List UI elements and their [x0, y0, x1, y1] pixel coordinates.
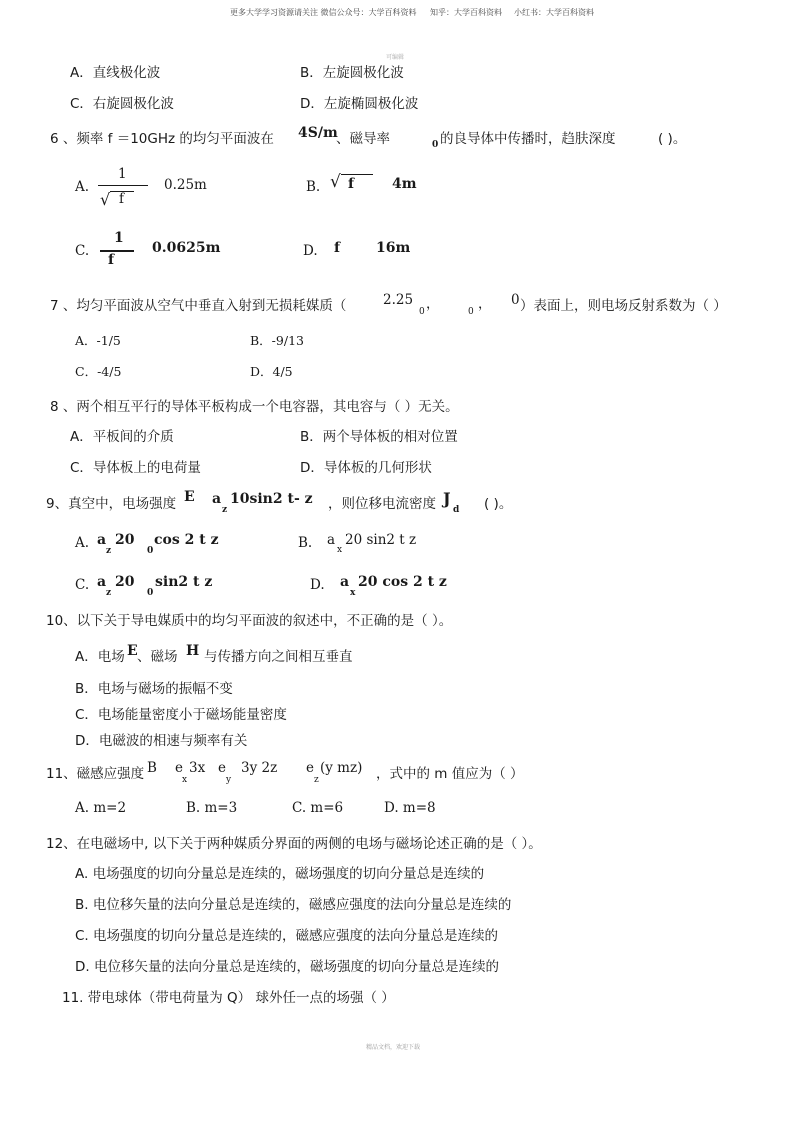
- q11-option-b: B. m=3: [186, 800, 238, 816]
- q7-mu-sub: 0: [468, 307, 474, 317]
- q5-option-b: B．左旋圆极化波: [300, 65, 404, 81]
- q9-d-label: D.: [310, 577, 325, 593]
- q10-option-c: C．电场能量密度小于磁场能量密度: [75, 707, 287, 723]
- q6-sigma: 4S/m: [298, 125, 338, 141]
- q6-a-denominator: f: [119, 191, 124, 207]
- q8-stem: 8 、两个相互平行的导体平板构成一个电容器，其电容与（ ）无关。: [50, 399, 459, 415]
- q10-option-a-prefix: A．电场: [75, 649, 125, 665]
- q6-d-value: 16m: [376, 240, 411, 256]
- q6-b-sqrt-sign: √: [330, 172, 341, 192]
- q9-b-expression: 20 sin2 t z: [345, 532, 417, 548]
- q9-c-coefficient: 20: [115, 574, 135, 590]
- q8-option-c: C．导体板上的电荷量: [70, 460, 201, 476]
- q6-mu-sub: 0: [432, 140, 439, 150]
- q10-option-d: D．电磁波的相速与频率有关: [75, 733, 248, 749]
- q8-option-a: A．平板间的介质: [70, 429, 174, 445]
- q9-a-label: A.: [75, 535, 90, 551]
- q12-stem: 12、在电磁场中, 以下关于两种媒质分界面的两侧的电场与磁场论述正确的是（ ）。: [46, 836, 542, 852]
- q9-a-unit-vector-sub: z: [106, 546, 112, 556]
- q11-e1: e: [175, 760, 183, 776]
- q10-option-a-e: E: [127, 643, 138, 659]
- q9-d-unit-vector-sub: x: [350, 588, 356, 598]
- q9-unit-vector-sub: z: [222, 505, 228, 515]
- q6-stem-mid: 、磁导率: [336, 131, 390, 147]
- q6-b-radicand: f: [348, 176, 355, 192]
- q6-stem-suffix: 的良导体中传播时，趋肤深度: [440, 131, 616, 147]
- q9-stem-prefix: 9、真空中，电场强度: [46, 496, 177, 512]
- q9-d-unit-vector: a: [340, 574, 350, 590]
- q7-option-a: A．-1/5: [75, 333, 121, 348]
- q9-j-sub: d: [453, 505, 460, 515]
- q6-c-fraction-bar: [100, 250, 134, 252]
- q6-c-numerator: 1: [114, 230, 124, 246]
- q6-c-value: 0.0625m: [152, 240, 221, 256]
- q6-c-denominator: f: [108, 252, 115, 268]
- q6-a-fraction-bar: [98, 185, 148, 186]
- q9-a-unit-vector: a: [97, 532, 107, 548]
- q11-option-d: D. m=8: [384, 800, 436, 816]
- q9-b-unit-vector: a: [327, 532, 336, 548]
- q11-stem-prefix: 11、磁感应强度: [46, 766, 145, 782]
- q11-e1-sub: x: [182, 775, 188, 785]
- q9-j-symbol: J: [443, 489, 451, 508]
- q6-d-f: f: [334, 240, 341, 256]
- q7-comma-1: ，: [426, 296, 440, 312]
- q7-option-d: D．4/5: [250, 364, 293, 379]
- q7-comma-2: ，: [478, 296, 492, 312]
- q11-e2-sub: y: [226, 775, 232, 785]
- q10-stem: 10、以下关于导电媒质中的均匀平面波的叙述中，不正确的是（ ）。: [46, 613, 453, 629]
- q11-stem-suffix: ，式中的 m 值应为（ ）: [376, 766, 524, 782]
- q12-option-d: D. 电位移矢量的法向分量总是连续的，磁场强度的切向分量总是连续的: [75, 959, 499, 975]
- q11-term3: (y mz): [320, 760, 363, 776]
- q11-option-a: A. m=2: [75, 800, 127, 816]
- q11-option-c: C. m=6: [292, 800, 344, 816]
- q5-option-c: C．右旋圆极化波: [70, 96, 174, 112]
- q9-unit-vector: a: [212, 491, 222, 507]
- q6-stem-prefix: 6 、频率 f ＝10GHz 的均匀平面波在: [50, 131, 274, 147]
- q9-a-function: cos 2 t z: [154, 532, 219, 548]
- q6-a-sqrt-sign: √: [100, 190, 111, 209]
- q7-option-b: B．-9/13: [250, 333, 304, 348]
- q5-option-a: A．直线极化波: [70, 65, 161, 81]
- header-text-2: 知乎：大学百科资料: [430, 8, 502, 17]
- q6-a-numerator: 1: [118, 166, 127, 182]
- q11-b-symbol: B: [147, 760, 157, 776]
- q11-term2: 3y 2z: [241, 760, 278, 776]
- q6-answer-paren: ( )。: [658, 131, 687, 147]
- q9-c-unit-vector: a: [97, 574, 107, 590]
- q11-e3: e: [306, 760, 314, 776]
- q7-sigma: 0: [511, 292, 520, 308]
- q9-c-function: sin2 t z: [155, 574, 213, 590]
- q9-stem-mid: ，则位移电流密度: [328, 496, 436, 512]
- q9-c-unit-vector-sub: z: [106, 588, 112, 598]
- q6-d-label: D.: [303, 243, 318, 259]
- q6-a-value: 0.25m: [164, 177, 207, 193]
- watermark-top: 可编辑: [386, 54, 405, 61]
- q7-epsilon-sub: 0: [419, 307, 425, 317]
- q9-answer-paren: ( )。: [484, 496, 513, 512]
- footer-text: 精品文档，欢迎下载: [366, 1044, 421, 1051]
- q10-option-a-suffix: 与传播方向之间相互垂直: [204, 649, 353, 665]
- q9-b-unit-vector-sub: x: [337, 545, 343, 555]
- q13-stem: 11. 带电球体（带电荷量为 Q） 球外任一点的场强（ ）: [62, 990, 395, 1006]
- q11-e3-sub: z: [314, 775, 319, 785]
- q11-term1: 3x: [189, 760, 206, 776]
- q7-stem-suffix: ）表面上，则电场反射系数为（ ）: [520, 298, 727, 314]
- q7-epsilon-value: 2.25: [383, 292, 414, 308]
- q9-d-expression: 20 cos 2 t z: [358, 574, 447, 590]
- q10-option-a-mid: 、磁场: [137, 649, 178, 665]
- q9-c-label: C.: [75, 577, 90, 593]
- q9-a-eps-sub: 0: [147, 546, 154, 556]
- q10-option-b: B．电场与磁场的振幅不变: [75, 681, 233, 697]
- q8-option-b: B．两个导体板的相对位置: [300, 429, 458, 445]
- q9-b-label: B.: [298, 535, 313, 551]
- q6-a-label: A.: [75, 179, 90, 195]
- q6-b-sqrt-bar: [341, 174, 373, 175]
- q9-e-symbol: E: [184, 489, 195, 505]
- q12-option-c: C. 电场强度的切向分量总是连续的，磁感应强度的法向分量总是连续的: [75, 928, 499, 944]
- q12-option-b: B. 电位移矢量的法向分量总是连续的，磁感应强度的法向分量总是连续的: [75, 897, 512, 913]
- q10-option-a-h: H: [186, 643, 200, 659]
- header-text-1: 更多大学学习资源请关注 微信公众号：大学百科资料: [230, 8, 417, 17]
- q6-c-label: C.: [75, 243, 90, 259]
- q11-e2: e: [218, 760, 226, 776]
- q9-a-coefficient: 20: [115, 532, 135, 548]
- q6-b-value: 4m: [392, 176, 417, 192]
- q8-option-d: D．导体板的几何形状: [300, 460, 432, 476]
- q12-option-a: A. 电场强度的切向分量总是连续的，磁场强度的切向分量总是连续的: [75, 866, 485, 882]
- q7-option-c: C．-4/5: [75, 364, 122, 379]
- q5-option-d: D．左旋椭圆极化波: [300, 96, 419, 112]
- q9-c-eps-sub: 0: [147, 588, 154, 598]
- q7-stem-prefix: 7 、均匀平面波从空气中垂直入射到无损耗媒质（: [50, 298, 347, 314]
- q9-expression: 10sin2 t- z: [230, 491, 313, 507]
- header-text-3: 小红书：大学百科资料: [514, 8, 594, 17]
- q6-b-label: B.: [306, 179, 321, 195]
